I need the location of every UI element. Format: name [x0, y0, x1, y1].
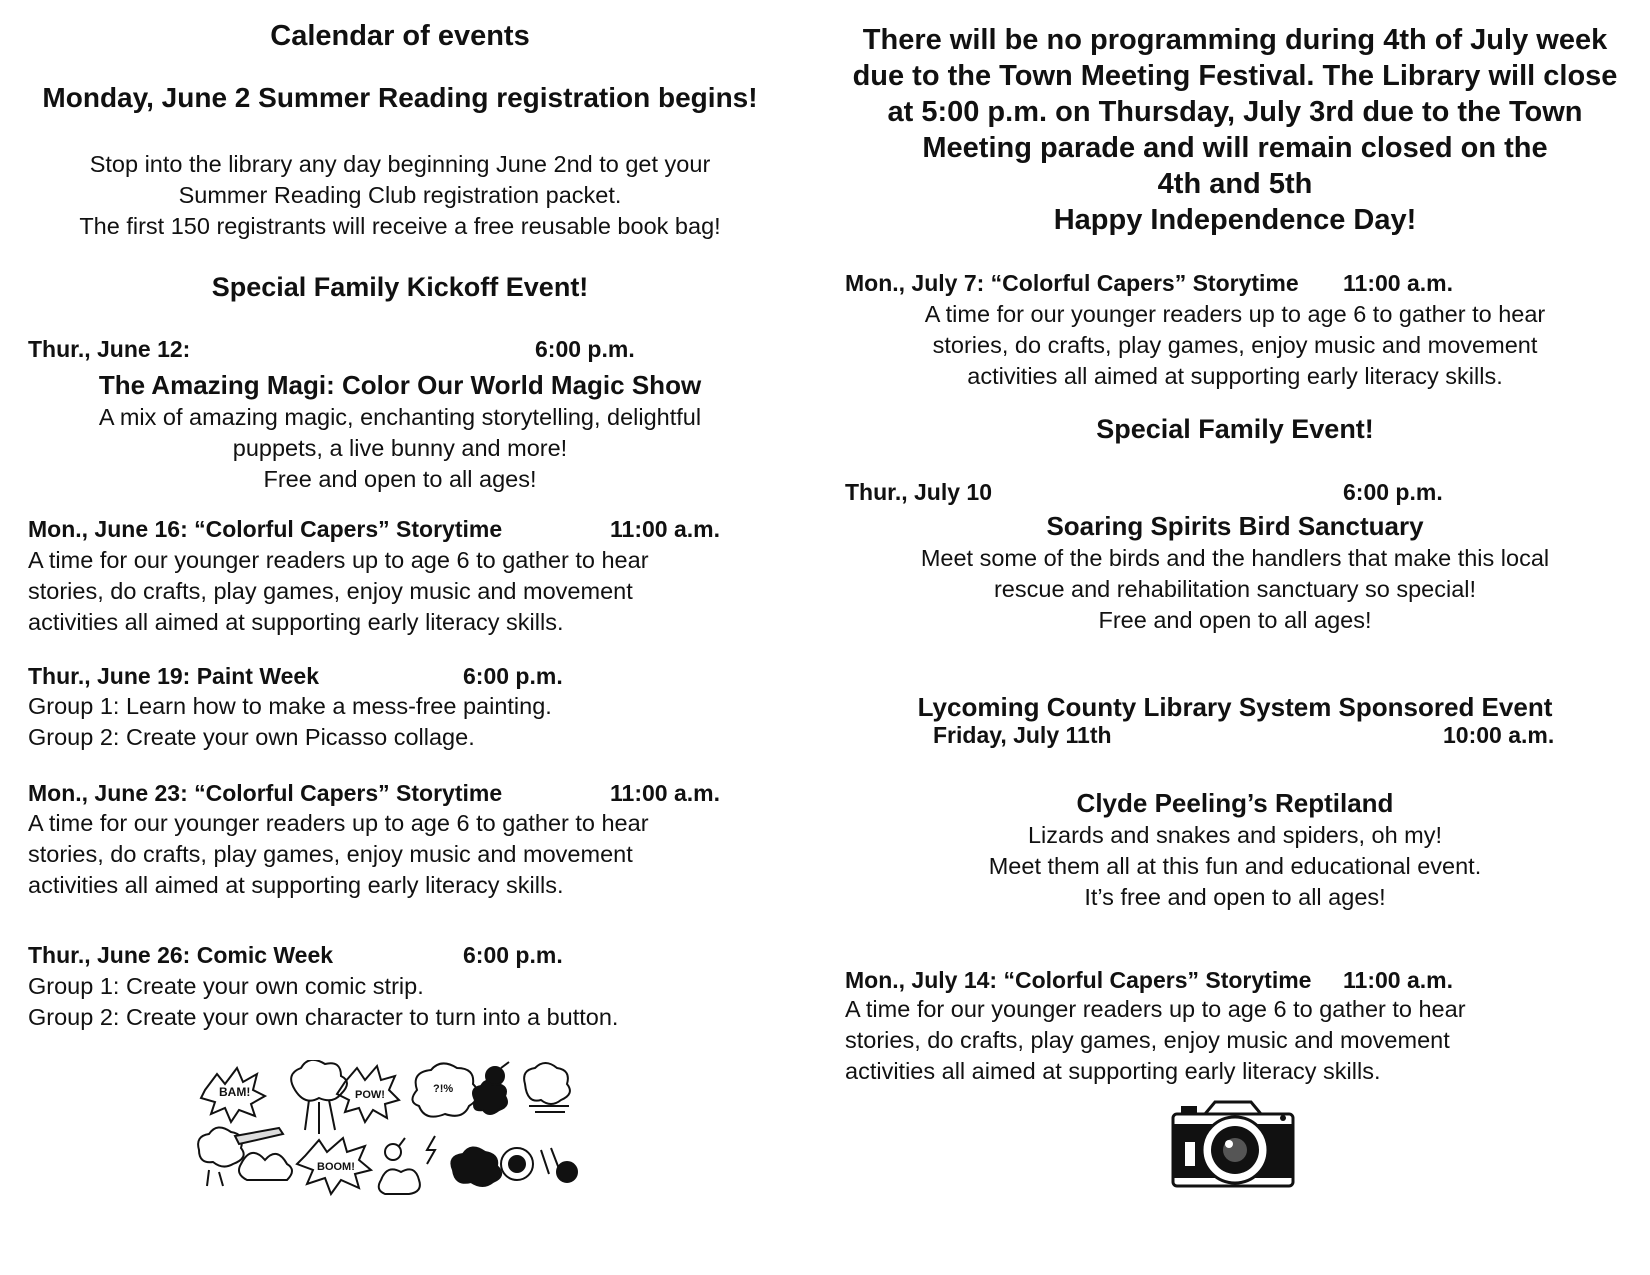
june23-description	[28, 808, 649, 901]
description-line: activities all aimed at supporting early literacy skills.	[28, 872, 564, 898]
description-line: A mix of amazing magic, enchanting storytelling, delightful	[98, 404, 702, 430]
description-line: Free and open to all ages!	[1098, 607, 1372, 633]
june12-description	[0, 402, 800, 495]
description-line: Group 2: Create your own character to turn into a button.	[28, 1004, 619, 1030]
july7-time: 11:00 a.m.	[1343, 270, 1453, 296]
june16-heading: Mon., June 16: “Colorful Capers” Storytime	[28, 516, 503, 542]
notice-line: There will be no programming during 4th of July week	[862, 24, 1608, 56]
july11-date: Friday, July 11th	[933, 722, 1112, 748]
description-line: activities all aimed at supporting early literacy skills.	[28, 609, 564, 635]
description-line: Group 1: Create your own comic strip.	[28, 973, 424, 999]
description-line: rescue and rehabilitation sanctuary so special!	[993, 576, 1477, 602]
description-line: Meet some of the birds and the handlers that make this local	[920, 545, 1550, 571]
july4-notice	[835, 22, 1635, 238]
description-line: Group 2: Create your own Picasso collage.	[28, 724, 475, 750]
description-line: Meet them all at this fun and educational event.	[988, 853, 1482, 879]
registration-line: Summer Reading Club registration packet.	[178, 182, 622, 208]
june19-heading: Thur., June 19: Paint Week	[28, 663, 319, 689]
july11-description	[835, 820, 1635, 913]
june12-date: Thur., June 12:	[28, 336, 191, 362]
description-line: Free and open to all ages!	[263, 466, 537, 492]
july14-time: 11:00 a.m.	[1343, 967, 1453, 993]
june26-heading: Thur., June 26: Comic Week	[28, 942, 334, 968]
july11-time: 10:00 a.m.	[1443, 722, 1555, 748]
july7-description	[835, 299, 1635, 392]
description-line: stories, do crafts, play games, enjoy music and movement	[845, 1027, 1450, 1053]
description-line: puppets, a live bunny and more!	[232, 435, 568, 461]
description-line: stories, do crafts, play games, enjoy music and movement	[28, 841, 633, 867]
description-line: A time for our younger readers up to age 6 to gather to hear	[845, 996, 1466, 1022]
description-line: stories, do crafts, play games, enjoy music and movement	[28, 578, 633, 604]
july10-title: Soaring Spirits Bird Sanctuary	[1046, 511, 1424, 541]
kickoff-heading: Special Family Kickoff Event!	[211, 272, 589, 302]
july10-time: 6:00 p.m.	[1343, 479, 1443, 505]
pow-word: POW!	[355, 1089, 385, 1101]
june19-time: 6:00 p.m.	[463, 663, 563, 689]
description-line: It’s free and open to all ages!	[1084, 884, 1386, 910]
notice-line: 4th and 5th	[1157, 168, 1313, 200]
june19-description	[28, 691, 552, 753]
july11-title: Clyde Peeling’s Reptiland	[1076, 788, 1394, 818]
june16-description	[28, 545, 649, 638]
june16-time: 11:00 a.m.	[610, 516, 720, 542]
description-line: activities all aimed at supporting early literacy skills.	[845, 1058, 1381, 1084]
bam-word: BAM!	[219, 1085, 251, 1099]
june23-time: 11:00 a.m.	[610, 780, 720, 806]
registration-heading: Monday, June 2 Summer Reading registration begins!	[42, 82, 758, 113]
registration-line: The first 150 registrants will receive a free reusable book bag!	[79, 213, 721, 239]
special-event-heading: Special Family Event!	[1096, 414, 1374, 444]
notice-line: at 5:00 p.m. on Thursday, July 3rd due to the Town	[887, 96, 1583, 128]
june12-time: 6:00 p.m.	[535, 336, 635, 362]
notice-line: due to the Town Meeting Festival. The Library will close	[852, 60, 1618, 92]
symbols-word: ?!%	[433, 1083, 454, 1095]
june23-heading: Mon., June 23: “Colorful Capers” Storytime	[28, 780, 503, 806]
description-line: activities all aimed at supporting early literacy skills.	[967, 363, 1503, 389]
registration-text	[0, 149, 800, 242]
july10-date: Thur., July 10	[845, 479, 992, 505]
description-line: Group 1: Learn how to make a mess-free painting.	[28, 693, 552, 719]
july14-description	[845, 994, 1466, 1087]
comic-doodles-illustration	[195, 1060, 585, 1200]
description-line: stories, do crafts, play games, enjoy music and movement	[932, 332, 1538, 358]
description-line: Lizards and snakes and spiders, oh my!	[1027, 822, 1443, 848]
description-line: A time for our younger readers up to age 6 to gather to hear	[28, 810, 649, 836]
july14-heading: Mon., July 14: “Colorful Capers” Storytime	[845, 967, 1312, 993]
june26-description	[28, 971, 618, 1033]
description-line: A time for our younger readers up to age 6 to gather to hear	[28, 547, 649, 573]
camera-icon	[1171, 1100, 1295, 1190]
description-line: A time for our younger readers up to age 6 to gather to hear	[924, 301, 1546, 327]
lycoming-heading: Lycoming County Library System Sponsored Event	[917, 692, 1553, 722]
june26-time: 6:00 p.m.	[463, 942, 563, 968]
registration-line: Stop into the library any day beginning June 2nd to get your	[89, 151, 711, 177]
calendar-title: Calendar of events	[270, 20, 530, 52]
july7-heading: Mon., July 7: “Colorful Capers” Storytime	[845, 270, 1299, 296]
july10-description	[835, 543, 1635, 636]
boom-word: BOOM!	[317, 1161, 355, 1173]
notice-line: Meeting parade and will remain closed on the	[922, 132, 1548, 164]
june12-title: The Amazing Magi: Color Our World Magic Show	[98, 370, 702, 400]
notice-line: Happy Independence Day!	[1053, 204, 1417, 236]
